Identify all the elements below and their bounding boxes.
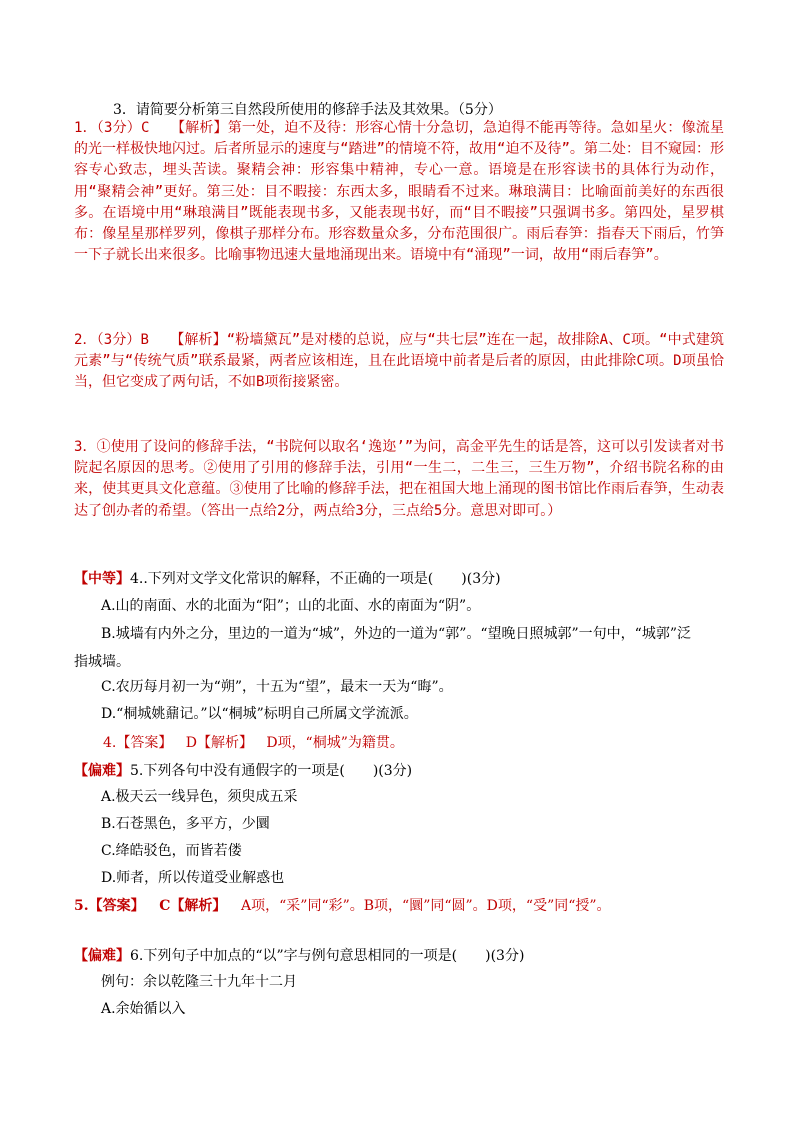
answer-explanation: A项，“采”同“彩”。B项，“圜”同“圆”。D项，“受”同“授”。 — [241, 898, 611, 914]
answer-label: 4.【答案】 — [103, 735, 173, 751]
difficulty-badge: 【偏难】 — [74, 763, 130, 779]
question-5-answer — [74, 895, 611, 915]
question-6-option-a: A.余始循以入 — [101, 1001, 186, 1017]
answer-1: 1．（3分）C 【解析】第一处，迫不及待：形容心情十分急切，急迫得不能再等待。急如星火：像流星的光一样极快地闪过。后者所显示的速度与“踏进”的情境不符，故用“迫不及待”。第二处：目不窥园：形容专心致志，埋头苦读。聚精会神：形容集中精神，专心一意。语境是在形容读书的具体行为动作，用“聚精会神”更好。第三处：目不暇接：东西太多，眼睛看不过来。琳琅满目：比喻面前美好的东西很多。在语境中用“琳琅满目”既能表现书多，又能表现书好，而“目不暇接”只强调书多。第四处，星罗棋布：像星星那样罗列，像棋子那样分布。形容数量众多，分布范围很广。雨后春笋：指春天下雨后，竹笋一下子就长出来很多。比喻事物迅速大量地涌现出来。语境中有“涌现”一词，故用“雨后春笋”。 — [74, 120, 724, 264]
question-4-option-b: B.城墙有内外之分，里边的一道为“城”，外边的一道为“郭”。“望晚日照城郭”一句中，“城郭”泛指城墙。 — [74, 626, 691, 670]
question-5-option-d: D.师者，所以传道受业解惑也 — [101, 870, 285, 886]
difficulty-badge: 【中等】 — [74, 571, 130, 587]
question-4-text: 4..下列对文学文化常识的解释，不正确的一项是( )(3分) — [130, 571, 501, 587]
answer-label: 5.【答案】 — [74, 898, 145, 914]
question-5-stem — [74, 760, 412, 780]
answer-2: 2．（3分）B 【解析】“粉墙黛瓦”是对楼的总说，应与“共七层”连在一起，故排除A、C项。“中式建筑元素”与“传统气质”联系最紧，两者应该相连，且在此语境中前者是后者的原因，由此排除C项。D项虽恰当，但它变成了两句话，不如B项衔接紧密。 — [74, 332, 724, 391]
answer-explanation: D项，“桐城”为籍贯。 — [266, 735, 404, 751]
question-5-option-a: A.极天云一线异色，须臾成五采 — [101, 789, 298, 805]
question-5-option-b: B.石苍黑色，多平方，少圜 — [101, 816, 270, 832]
question-6-stem — [74, 945, 524, 965]
question-3-prompt: 3．请简要分析第三自然段所使用的修辞手法及其效果。（5分） — [113, 102, 502, 118]
question-4-answer — [103, 732, 404, 752]
answer-letter: C【解析】 — [159, 898, 227, 914]
question-5-option-c: C.绛皓驳色，而皆若偻 — [101, 843, 242, 859]
answer-3: 3．①使用了设问的修辞手法，“书院何以取名‘逸迩’”为问，高金平先生的话是答，这可以引发读者对书院起名原因的思考。②使用了引用的修辞手法，引用“一生二，二生三，三生万物”，介绍书院名称的由来，使其更具文化意蕴。③使用了比喻的修辞手法，把在祖国大地上涌现的图书馆比作雨后春笋，生动表达了创办者的希望。（答出一点给2分，两点给3分，三点给5分。意思对即可。） — [74, 439, 724, 519]
question-4-option-d: D.“桐城姚鼐记。”以“桐城”标明自己所属文学流派。 — [101, 706, 418, 722]
answer-letter: D【解析】 — [185, 735, 253, 751]
question-5-text: 5.下列各句中没有通假字的一项是( )(3分) — [130, 763, 413, 779]
difficulty-badge: 【偏难】 — [74, 948, 130, 964]
question-4-option-a: A.山的南面、水的北面为“阳”；山的北面、水的南面为“阴”。 — [101, 598, 481, 614]
question-4-stem — [74, 568, 501, 588]
question-4-option-c: C.农历每月初一为“朔”，十五为“望”，最末一天为“晦”。 — [101, 679, 453, 695]
question-6-example: 例句：余以乾隆三十九年十二月 — [101, 974, 297, 990]
question-6-text: 6.下列句子中加点的“以”字与例句意思相同的一项是( )(3分) — [130, 948, 525, 964]
